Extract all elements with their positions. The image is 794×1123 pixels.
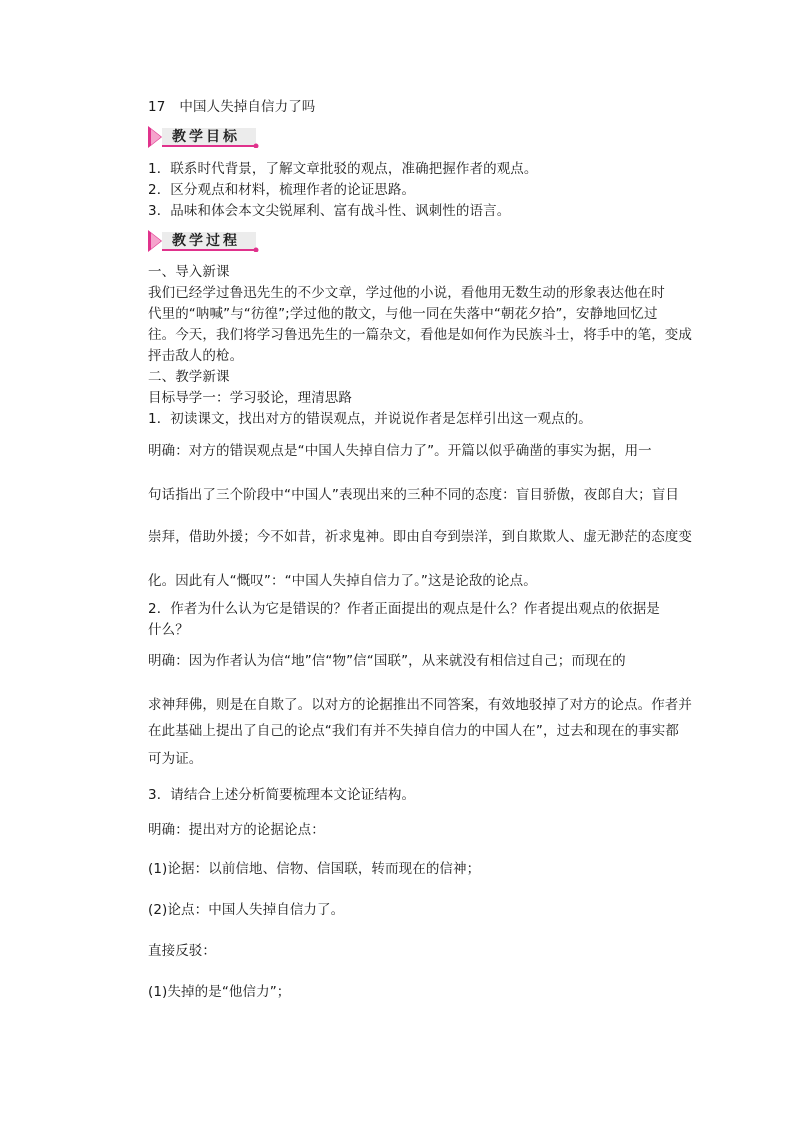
goals-banner (148, 126, 260, 148)
answer-2-line: 在此基础上提出了自己的论点“我们有并不失掉自信力的中国人在”，过去和现在的事实都 (148, 723, 679, 739)
answer-3-line: (1)失掉的是“他信力”； (148, 984, 291, 1000)
answer-2-line: 可为证。 (148, 751, 203, 767)
process-banner (148, 230, 260, 252)
answer-2-line: 求神拜佛，则是在自欺了。以对方的论据推出不同答案，有效地驳掉了对方的论点。作者并 (148, 697, 692, 713)
answer-1-line: 化。因此有人“慨叹”：“中国人失掉自信力了。”这是论敌的论点。 (148, 573, 537, 589)
answer-1-line: 崇拜，借助外援；今不如昔，祈求鬼神。即由自夸到崇洋，到自欺欺人、虚无渺茫的态度变 (148, 529, 692, 545)
new-lesson-heading: 二、教学新课 (148, 369, 230, 385)
answer-1-line: 明确：对方的错误观点是“中国人失掉自信力了”。开篇以似乎确凿的事实为据，用一 (148, 443, 652, 459)
lesson-number: 17 (148, 99, 166, 115)
question-2-line: 什么？ (148, 622, 189, 638)
process-heading: 教学过程 (172, 233, 240, 249)
answer-2-line: 明确：因为作者认为信“地”信“物”信“国联”，从来就没有相信过自己；而现在的 (148, 653, 626, 669)
answer-3-line: (2)论点：中国人失掉自信力了。 (148, 902, 345, 918)
answer-1-line: 句话指出了三个阶段中“中国人”表现出来的三种不同的态度：盲目骄傲，夜郎自大；盲目 (148, 487, 679, 503)
answer-3-line: 明确：提出对方的论据论点： (148, 822, 325, 838)
answer-3-line: 直接反驳： (148, 943, 216, 959)
intro-para-line: 往。今天，我们将学习鲁迅先生的一篇杂文，看他是如何作为民族斗士，将手中的笔，变成 (148, 327, 692, 343)
lesson-title-text: 中国人失掉自信力了吗 (179, 99, 316, 115)
question-2-line: 2．作者为什么认为它是错误的？作者正面提出的观点是什么？作者提出观点的依据是 (148, 601, 660, 617)
goal-item-1: 1．联系时代背景，了解文章批驳的观点，准确把握作者的观点。 (148, 161, 538, 177)
goals-heading: 教学目标 (172, 129, 240, 145)
intro-para-line: 我们已经学过鲁迅先生的不少文章，学过他的小说，看他用无数生动的形象表达他在时 (148, 285, 665, 301)
question-1: 1．初读课文，找出对方的错误观点，并说说作者是怎样引出这一观点的。 (148, 411, 592, 427)
lesson-title (148, 99, 315, 116)
intro-para-line: 抨击敌人的枪。 (148, 348, 244, 364)
goal-item-3: 3．品味和体会本文尖锐犀利、富有战斗性、讽刺性的语言。 (148, 203, 511, 219)
answer-3-line: (1)论据：以前信地、信物、信国联，转而现在的信神； (148, 861, 481, 877)
question-3: 3．请结合上述分析简要梳理本文论证结构。 (148, 787, 416, 803)
intro-para-line: 代里的“呐喊”与“彷徨”;学过他的散文，与他一同在失落中“朝花夕拾”，安静地回忆过 (148, 306, 658, 322)
intro-heading: 一、导入新课 (148, 264, 230, 280)
goal-guide-heading: 目标导学一：学习驳论，理清思路 (148, 390, 352, 406)
goal-item-2: 2．区分观点和材料，梳理作者的论证思路。 (148, 182, 416, 198)
